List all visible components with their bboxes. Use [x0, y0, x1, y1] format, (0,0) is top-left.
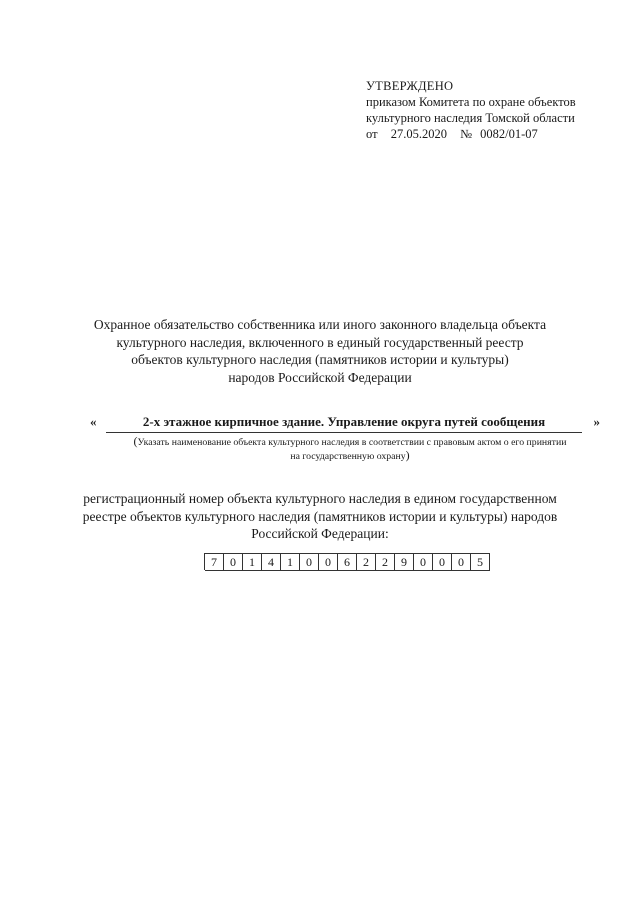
heading-line-4: народов Российской Федерации: [228, 369, 412, 385]
reg-digit: 0: [319, 553, 338, 571]
heading-line-3: объектов культурного наследия (памятников истории и культуры): [131, 352, 509, 367]
reg-digit: 0: [452, 553, 471, 571]
reg-digit: 1: [243, 553, 262, 571]
approval-block: [366, 78, 626, 142]
approval-date-line: [366, 126, 626, 142]
registration-number: [204, 553, 490, 570]
note-line-1: Указать наименование объекта культурного наследия в соответствии с правовым актом о его принятии: [137, 437, 567, 448]
reg-digit: 0: [433, 553, 452, 571]
registration-text: [70, 490, 570, 543]
approval-date-prefix: от: [366, 127, 378, 141]
object-name-note: [100, 435, 600, 463]
heading-line-2: культурного наследия, включенного в единый государственный реестр: [116, 334, 524, 350]
approval-line-1: приказом Комитета по охране объектов: [366, 95, 576, 109]
reg-digit: 2: [357, 553, 376, 571]
note-paren-close: ): [405, 448, 410, 462]
reg-digit: 2: [376, 553, 395, 571]
reg-digit: 6: [338, 553, 357, 571]
approval-line-2: культурного наследия Томской области: [366, 111, 575, 125]
registration-line-3: Российской Федерации:: [251, 526, 389, 541]
object-name-row: [88, 414, 602, 432]
object-name: 2-х этажное кирпичное здание. Управление округа путей сообщения: [106, 414, 582, 433]
quote-open: «: [90, 414, 97, 429]
approval-number-sign: №: [460, 127, 472, 141]
approval-title: УТВЕРЖДЕНО: [366, 79, 454, 93]
reg-digit: 0: [300, 553, 319, 571]
reg-digit: 4: [262, 553, 281, 571]
document-heading: [70, 316, 570, 386]
reg-digit: 1: [281, 553, 300, 571]
heading-line-1: Охранное обязательство собственника или иного законного владельца объекта: [93, 317, 547, 332]
note-line-2: на государственную охрану: [290, 451, 406, 462]
reg-digit: 7: [205, 553, 224, 571]
registration-line-2: реестре объектов культурного наследия (памятников истории и культуры) народов: [82, 508, 558, 524]
quote-close: »: [593, 414, 600, 429]
reg-digit: 0: [414, 553, 433, 571]
note-paren-open: (: [133, 434, 138, 448]
reg-digit: 0: [224, 553, 243, 571]
approval-date: 27.05.2020: [390, 127, 447, 141]
reg-digit: 9: [395, 553, 414, 571]
registration-line-1: регистрационный номер объекта культурного наследия в едином государственном: [83, 491, 557, 506]
approval-number: 0082/01-07: [480, 127, 538, 141]
reg-digit: 5: [471, 553, 490, 571]
